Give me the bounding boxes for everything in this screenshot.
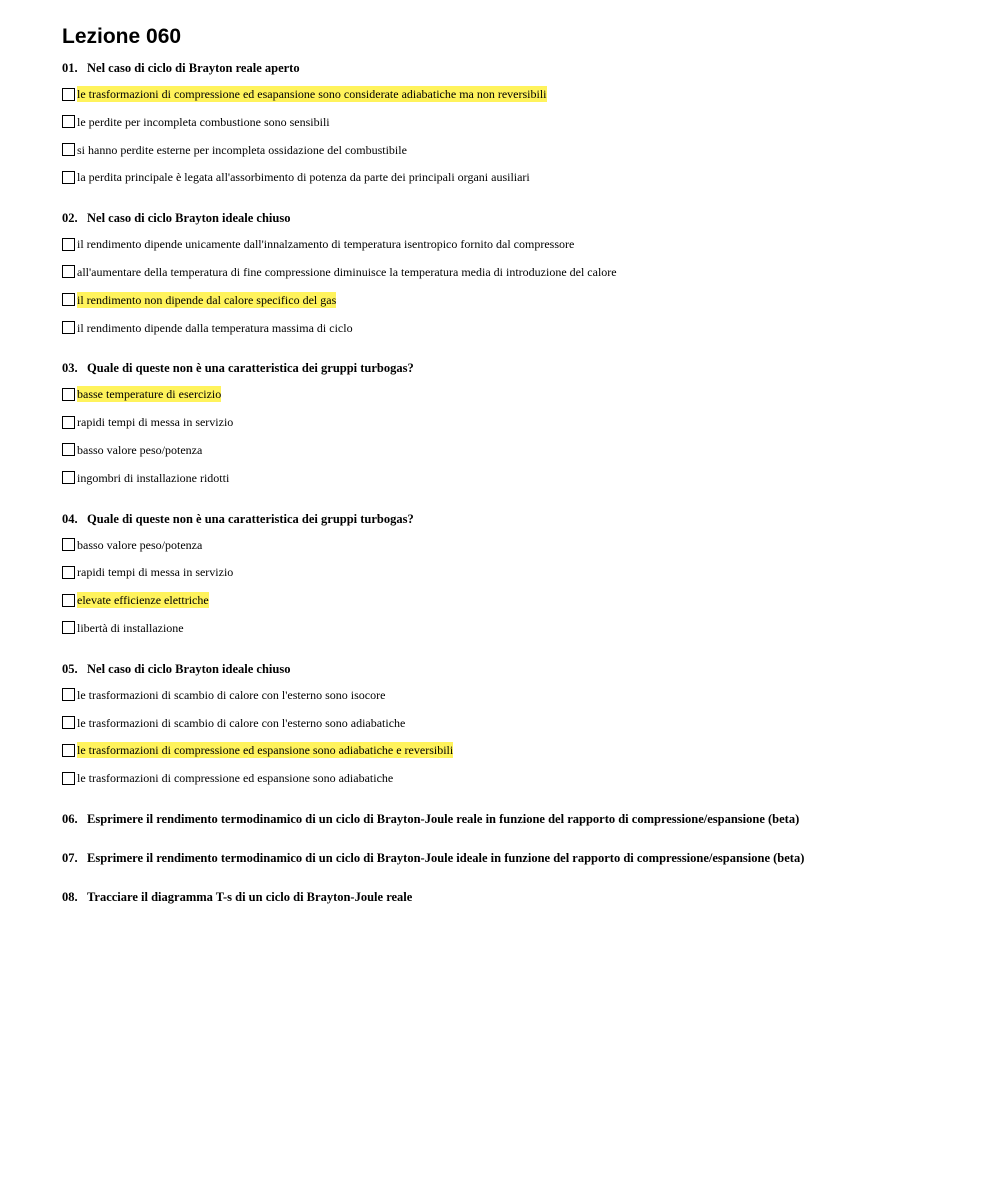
spacer (62, 837, 962, 850)
answer-checkbox[interactable] (62, 566, 75, 579)
answer-checkbox[interactable] (62, 115, 75, 128)
answer-checkbox[interactable] (62, 471, 75, 484)
answer-checkbox[interactable] (62, 321, 75, 334)
question-5 (62, 661, 962, 811)
spacer (62, 876, 962, 889)
answer-checkbox[interactable] (62, 621, 75, 634)
answer-text: le trasformazioni di scambio di calore con l'esterno sono isocore (77, 687, 386, 702)
question-3 (62, 360, 962, 510)
highlighted-answer-text: elevate efficienze elettriche (77, 593, 209, 608)
answer-option[interactable] (62, 320, 962, 336)
answer-text: rapidi tempi di messa in servizio (77, 415, 234, 430)
question-number: 01. (62, 61, 78, 75)
answer-text: basso valore peso/potenza (77, 537, 203, 552)
answer-text: le perdite per incompleta combustione sono sensibili (77, 114, 330, 129)
question-text (62, 210, 962, 226)
answer-option[interactable] (62, 142, 962, 158)
question-7 (62, 850, 962, 889)
question-label: Esprimere il rendimento termodinamico di un ciclo di Brayton-Joule reale in funzione del rapporto di compressione/espansione (beta) (87, 811, 800, 826)
answer-option[interactable] (62, 564, 962, 580)
answer-checkbox[interactable] (62, 171, 75, 184)
answer-checkbox[interactable] (62, 716, 75, 729)
answer-checkbox[interactable] (62, 594, 75, 607)
answer-option[interactable] (62, 715, 962, 731)
answer-checkbox[interactable] (62, 416, 75, 429)
highlighted-answer-text: le trasformazioni di compressione ed esapansione sono considerate adiabatiche ma non reversibili (77, 87, 547, 101)
answer-option[interactable] (62, 264, 962, 280)
answer-checkbox[interactable] (62, 688, 75, 701)
answer-text: la perdita principale è legata all'assorbimento di potenza da parte dei principali organi ausiliari (77, 170, 530, 185)
question-2 (62, 210, 962, 360)
question-4 (62, 511, 962, 661)
question-label: Nel caso di ciclo Brayton ideale chiuso (87, 661, 291, 676)
answer-option[interactable] (62, 537, 962, 553)
question-label: Quale di queste non è una caratteristica dei gruppi turbogas? (87, 511, 414, 526)
answer-option[interactable] (62, 169, 962, 185)
answer-checkbox[interactable] (62, 238, 75, 251)
answer-text: libertà di installazione (77, 620, 184, 635)
question-list (62, 60, 962, 928)
answer-option[interactable] (62, 620, 962, 636)
question-text (62, 889, 962, 905)
answer-checkbox[interactable] (62, 443, 75, 456)
question-label: Nel caso di ciclo di Brayton reale aperto (87, 61, 300, 75)
highlighted-answer-text: le trasformazioni di compressione ed espansione sono adiabatiche e reversibili (77, 743, 454, 758)
answer-option[interactable] (62, 236, 962, 252)
answer-option[interactable] (62, 386, 962, 402)
question-number: 05. (62, 661, 78, 676)
spacer (62, 347, 962, 360)
answer-text: il rendimento dipende unicamente dall'innalzamento di temperatura isentropico fornito dal compressore (77, 237, 575, 252)
spacer (62, 197, 962, 210)
question-label: Quale di queste non è una caratteristica dei gruppi turbogas? (87, 361, 414, 376)
answer-text: le trasformazioni di scambio di calore con l'esterno sono adiabatiche (77, 715, 406, 730)
answer-option[interactable] (62, 687, 962, 703)
question-number: 06. (62, 811, 78, 826)
lesson-title: Lezione 060 (62, 25, 182, 48)
question-text (62, 811, 962, 827)
question-number: 08. (62, 889, 78, 904)
spacer (62, 915, 962, 928)
answer-option[interactable] (62, 414, 962, 430)
answer-option[interactable] (62, 770, 962, 786)
document-page (62, 24, 962, 928)
answer-checkbox[interactable] (62, 388, 75, 401)
question-8 (62, 889, 962, 928)
question-number: 04. (62, 511, 78, 526)
question-text (62, 511, 962, 527)
answer-checkbox[interactable] (62, 265, 75, 278)
answer-option[interactable] (62, 592, 962, 608)
spacer (62, 648, 962, 661)
answer-checkbox[interactable] (62, 772, 75, 785)
question-number: 02. (62, 211, 78, 226)
spacer (62, 798, 962, 811)
question-6 (62, 811, 962, 850)
question-1 (62, 60, 962, 210)
answer-checkbox[interactable] (62, 538, 75, 551)
answer-text: rapidi tempi di messa in servizio (77, 565, 234, 580)
question-number: 03. (62, 361, 78, 376)
answer-text: ingombri di installazione ridotti (77, 470, 230, 485)
question-text (62, 360, 962, 376)
answer-text: il rendimento dipende dalla temperatura massima di ciclo (77, 320, 353, 335)
answer-text: all'aumentare della temperatura di fine compressione diminuisce la temperatura media di introduzione del calore (77, 264, 617, 279)
question-text (62, 661, 962, 677)
spacer (62, 498, 962, 511)
answer-option[interactable] (62, 292, 962, 308)
answer-option[interactable] (62, 442, 962, 458)
answer-text: le trasformazioni di compressione ed espansione sono adiabatiche (77, 771, 394, 786)
answer-text: si hanno perdite esterne per incompleta ossidazione del combustibile (77, 142, 407, 157)
answer-option[interactable] (62, 86, 962, 102)
question-number: 07. (62, 850, 78, 865)
answer-checkbox[interactable] (62, 143, 75, 156)
answer-text: basso valore peso/potenza (77, 442, 203, 457)
answer-option[interactable] (62, 742, 962, 758)
highlighted-answer-text: basse temperature di esercizio (77, 387, 222, 402)
question-label: Tracciare il diagramma T-s di un ciclo di Brayton-Joule reale (87, 889, 413, 904)
question-text (62, 850, 962, 866)
question-label: Nel caso di ciclo Brayton ideale chiuso (87, 211, 291, 226)
question-text (62, 60, 962, 76)
answer-checkbox[interactable] (62, 88, 75, 101)
answer-option[interactable] (62, 470, 962, 486)
answer-option[interactable] (62, 114, 962, 130)
highlighted-answer-text: il rendimento non dipende dal calore specifico del gas (77, 292, 337, 307)
answer-checkbox[interactable] (62, 744, 75, 757)
answer-checkbox[interactable] (62, 293, 75, 306)
question-label: Esprimere il rendimento termodinamico di un ciclo di Brayton-Joule ideale in funzione del rapporto di compressione/espansione (beta) (87, 850, 805, 865)
